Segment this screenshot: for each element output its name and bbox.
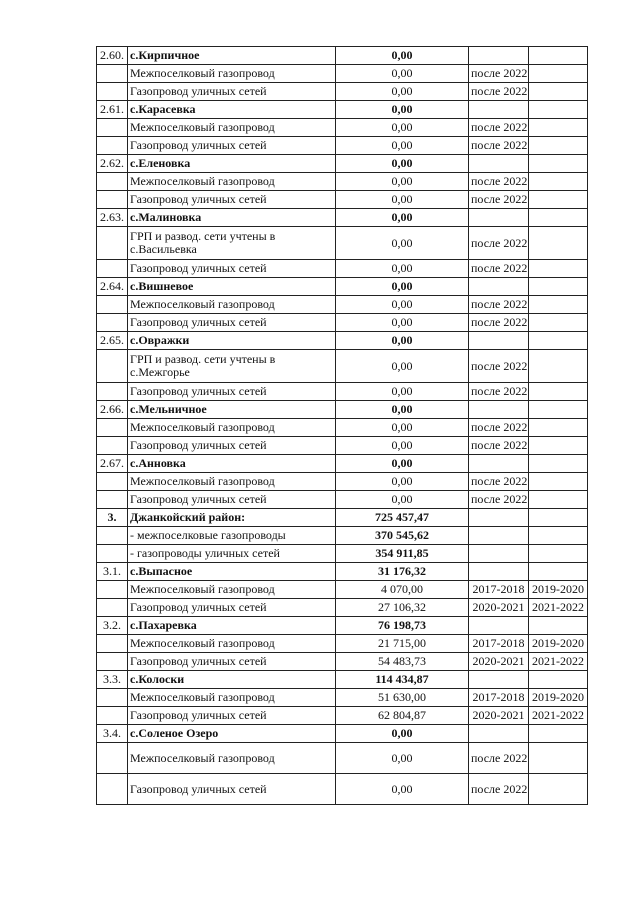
row-number — [97, 173, 128, 191]
row-name: с.Карасевка — [128, 101, 336, 119]
row-period-2 — [529, 671, 588, 689]
row-value: 0,00 — [336, 119, 469, 137]
row-period-1: после 2022 — [469, 65, 529, 83]
row-number — [97, 635, 128, 653]
row-number — [97, 419, 128, 437]
row-value: 27 106,32 — [336, 599, 469, 617]
row-value: 0,00 — [336, 65, 469, 83]
row-number: 2.61. — [97, 101, 128, 119]
row-value: 0,00 — [336, 260, 469, 278]
row-value: 0,00 — [336, 101, 469, 119]
row-name: с.Мельничное — [128, 401, 336, 419]
row-value: 0,00 — [336, 83, 469, 101]
row-period-2 — [529, 383, 588, 401]
table-row — [97, 743, 588, 774]
row-period-2 — [529, 119, 588, 137]
row-period-2 — [529, 65, 588, 83]
row-value: 0,00 — [336, 455, 469, 473]
row-name: с.Вишневое — [128, 278, 336, 296]
row-number — [97, 137, 128, 155]
row-name: Газопровод уличных сетей — [128, 653, 336, 671]
row-period-2 — [529, 437, 588, 455]
row-period-2: 2019-2020 — [529, 581, 588, 599]
row-name: Газопровод уличных сетей — [128, 83, 336, 101]
table-row — [97, 491, 588, 509]
row-name: Газопровод уличных сетей — [128, 383, 336, 401]
row-value: 0,00 — [336, 173, 469, 191]
row-value: 725 457,47 — [336, 509, 469, 527]
row-period-1: после 2022 — [469, 260, 529, 278]
row-name: Газопровод уличных сетей — [128, 137, 336, 155]
row-name: с.Анновка — [128, 455, 336, 473]
row-number: 3.3. — [97, 671, 128, 689]
row-value: 0,00 — [336, 383, 469, 401]
row-period-1: после 2022 — [469, 437, 529, 455]
row-value: 0,00 — [336, 227, 469, 260]
table-row — [97, 581, 588, 599]
row-number — [97, 119, 128, 137]
row-name: Газопровод уличных сетей — [128, 260, 336, 278]
table-row — [97, 419, 588, 437]
settlement-row — [97, 617, 588, 635]
row-period-1: после 2022 — [469, 774, 529, 805]
settlement-row — [97, 101, 588, 119]
row-period-2 — [529, 527, 588, 545]
row-number — [97, 437, 128, 455]
row-period-1: 2020-2021 — [469, 707, 529, 725]
row-name: Межпоселковый газопровод — [128, 635, 336, 653]
row-value: 51 630,00 — [336, 689, 469, 707]
row-period-1: после 2022 — [469, 314, 529, 332]
row-name: - газопроводы уличных сетей — [128, 545, 336, 563]
row-number — [97, 545, 128, 563]
row-period-1: 2017-2018 — [469, 689, 529, 707]
table-row — [97, 599, 588, 617]
row-period-2: 2021-2022 — [529, 599, 588, 617]
row-value: 0,00 — [336, 725, 469, 743]
row-period-1 — [469, 47, 529, 65]
row-name: Газопровод уличных сетей — [128, 314, 336, 332]
row-name: Газопровод уличных сетей — [128, 491, 336, 509]
row-name: Межпоселковый газопровод — [128, 119, 336, 137]
row-name: Межпоселковый газопровод — [128, 296, 336, 314]
table-row — [97, 137, 588, 155]
row-number — [97, 653, 128, 671]
row-number: 2.66. — [97, 401, 128, 419]
row-value: 0,00 — [336, 137, 469, 155]
table-row — [97, 653, 588, 671]
row-period-1: после 2022 — [469, 473, 529, 491]
row-period-2 — [529, 191, 588, 209]
row-period-1 — [469, 545, 529, 563]
row-period-1 — [469, 671, 529, 689]
settlement-row — [97, 209, 588, 227]
row-value: 0,00 — [336, 743, 469, 774]
table-row — [97, 689, 588, 707]
row-number — [97, 473, 128, 491]
row-number — [97, 743, 128, 774]
row-number: 2.64. — [97, 278, 128, 296]
row-period-2 — [529, 155, 588, 173]
row-period-2 — [529, 332, 588, 350]
table-row — [97, 635, 588, 653]
row-period-1: после 2022 — [469, 227, 529, 260]
row-period-1: 2020-2021 — [469, 599, 529, 617]
row-value: 370 545,62 — [336, 527, 469, 545]
row-value: 114 434,87 — [336, 671, 469, 689]
row-number: 3.2. — [97, 617, 128, 635]
table-row — [97, 173, 588, 191]
row-period-1 — [469, 617, 529, 635]
row-name: с.Колоски — [128, 671, 336, 689]
row-name: с.Выпасное — [128, 563, 336, 581]
row-value: 0,00 — [336, 296, 469, 314]
row-period-2 — [529, 83, 588, 101]
row-value: 0,00 — [336, 278, 469, 296]
table-row — [97, 191, 588, 209]
row-number — [97, 774, 128, 805]
row-period-2 — [529, 296, 588, 314]
row-value: 0,00 — [336, 491, 469, 509]
row-period-1 — [469, 332, 529, 350]
table-row — [97, 260, 588, 278]
row-value: 62 804,87 — [336, 707, 469, 725]
row-period-1: после 2022 — [469, 383, 529, 401]
row-period-1: 2017-2018 — [469, 581, 529, 599]
row-number: 2.67. — [97, 455, 128, 473]
row-number — [97, 599, 128, 617]
row-period-2 — [529, 545, 588, 563]
row-name: Межпоселковый газопровод — [128, 473, 336, 491]
table-row — [97, 383, 588, 401]
row-period-2: 2021-2022 — [529, 653, 588, 671]
settlement-row — [97, 155, 588, 173]
row-period-2: 2019-2020 — [529, 689, 588, 707]
row-name: ГРП и развод. сети учтены в с.Васильевка — [128, 227, 336, 260]
row-period-2 — [529, 101, 588, 119]
row-period-1 — [469, 101, 529, 119]
settlement-row — [97, 332, 588, 350]
row-number — [97, 191, 128, 209]
row-number — [97, 707, 128, 725]
row-period-2 — [529, 491, 588, 509]
row-name: Газопровод уличных сетей — [128, 774, 336, 805]
table-row — [97, 437, 588, 455]
row-period-2 — [529, 473, 588, 491]
row-name: с.Соленое Озеро — [128, 725, 336, 743]
row-value: 21 715,00 — [336, 635, 469, 653]
table-row — [97, 227, 588, 260]
table-row — [97, 296, 588, 314]
row-value: 0,00 — [336, 774, 469, 805]
row-value: 0,00 — [336, 47, 469, 65]
row-name: ГРП и развод. сети учтены в с.Межгорье — [128, 350, 336, 383]
row-name: Газопровод уличных сетей — [128, 437, 336, 455]
row-number — [97, 296, 128, 314]
settlement-row — [97, 725, 588, 743]
row-period-2: 2019-2020 — [529, 635, 588, 653]
table-body — [97, 47, 588, 805]
row-value: 0,00 — [336, 437, 469, 455]
settlement-row — [97, 455, 588, 473]
row-number — [97, 527, 128, 545]
row-value: 4 070,00 — [336, 581, 469, 599]
settlement-row — [97, 278, 588, 296]
row-number: 3.4. — [97, 725, 128, 743]
table-row — [97, 350, 588, 383]
row-value: 0,00 — [336, 332, 469, 350]
row-period-1 — [469, 509, 529, 527]
row-period-2 — [529, 509, 588, 527]
row-name: Межпоселковый газопровод — [128, 173, 336, 191]
row-period-1 — [469, 563, 529, 581]
settlement-row — [97, 401, 588, 419]
row-period-1 — [469, 725, 529, 743]
row-name: с.Еленовка — [128, 155, 336, 173]
row-period-2 — [529, 725, 588, 743]
district-row — [97, 509, 588, 527]
row-name: Джанкойский район: — [128, 509, 336, 527]
row-name: с.Пахаревка — [128, 617, 336, 635]
row-name: Межпоселковый газопровод — [128, 689, 336, 707]
row-period-2: 2021-2022 — [529, 707, 588, 725]
row-number — [97, 491, 128, 509]
row-period-1 — [469, 455, 529, 473]
settlement-row — [97, 563, 588, 581]
row-period-1 — [469, 278, 529, 296]
row-period-1: после 2022 — [469, 119, 529, 137]
row-name: Газопровод уличных сетей — [128, 707, 336, 725]
row-number — [97, 689, 128, 707]
row-period-1: после 2022 — [469, 173, 529, 191]
row-period-2 — [529, 563, 588, 581]
row-number: 3. — [97, 509, 128, 527]
row-number: 2.65. — [97, 332, 128, 350]
row-number — [97, 581, 128, 599]
row-period-1: после 2022 — [469, 83, 529, 101]
row-period-1 — [469, 209, 529, 227]
row-period-1: после 2022 — [469, 350, 529, 383]
settlement-row — [97, 47, 588, 65]
row-number — [97, 65, 128, 83]
row-period-1 — [469, 155, 529, 173]
table-row — [97, 707, 588, 725]
row-period-2 — [529, 209, 588, 227]
row-period-1 — [469, 401, 529, 419]
table-row — [97, 65, 588, 83]
row-period-2 — [529, 419, 588, 437]
row-name: Межпоселковый газопровод — [128, 419, 336, 437]
row-name: Межпоселковый газопровод — [128, 743, 336, 774]
row-value: 76 198,73 — [336, 617, 469, 635]
row-period-2 — [529, 227, 588, 260]
row-period-2 — [529, 314, 588, 332]
row-value: 354 911,85 — [336, 545, 469, 563]
row-number: 2.63. — [97, 209, 128, 227]
row-value: 54 483,73 — [336, 653, 469, 671]
row-period-2 — [529, 401, 588, 419]
row-name: Межпоселковый газопровод — [128, 581, 336, 599]
row-number: 3.1. — [97, 563, 128, 581]
row-value: 0,00 — [336, 314, 469, 332]
row-value: 0,00 — [336, 350, 469, 383]
row-number — [97, 260, 128, 278]
row-number — [97, 383, 128, 401]
table-row — [97, 314, 588, 332]
subtotal-row — [97, 527, 588, 545]
settlement-row — [97, 671, 588, 689]
row-period-2 — [529, 455, 588, 473]
row-name: с.Кирпичное — [128, 47, 336, 65]
row-name: с.Малиновка — [128, 209, 336, 227]
row-value: 0,00 — [336, 473, 469, 491]
row-value: 0,00 — [336, 191, 469, 209]
table-row — [97, 774, 588, 805]
row-name: Межпоселковый газопровод — [128, 65, 336, 83]
row-period-1: после 2022 — [469, 296, 529, 314]
row-number — [97, 227, 128, 260]
row-name: Газопровод уличных сетей — [128, 191, 336, 209]
gas-pipeline-table — [96, 46, 588, 805]
row-period-1: после 2022 — [469, 743, 529, 774]
table-row — [97, 83, 588, 101]
row-value: 0,00 — [336, 209, 469, 227]
row-period-2 — [529, 774, 588, 805]
row-number: 2.62. — [97, 155, 128, 173]
row-value: 0,00 — [336, 419, 469, 437]
row-number — [97, 83, 128, 101]
row-period-2 — [529, 260, 588, 278]
table-row — [97, 119, 588, 137]
row-period-2 — [529, 47, 588, 65]
row-value: 31 176,32 — [336, 563, 469, 581]
row-period-1: после 2022 — [469, 419, 529, 437]
subtotal-row — [97, 545, 588, 563]
row-period-2 — [529, 137, 588, 155]
row-period-1: после 2022 — [469, 137, 529, 155]
row-period-1: 2017-2018 — [469, 635, 529, 653]
row-name: Газопровод уличных сетей — [128, 599, 336, 617]
row-number — [97, 350, 128, 383]
row-period-1: после 2022 — [469, 191, 529, 209]
row-period-2 — [529, 173, 588, 191]
row-period-1: после 2022 — [469, 491, 529, 509]
row-name: с.Овражки — [128, 332, 336, 350]
row-name: - межпоселковые газопроводы — [128, 527, 336, 545]
row-period-2 — [529, 350, 588, 383]
row-period-1: 2020-2021 — [469, 653, 529, 671]
row-value: 0,00 — [336, 155, 469, 173]
row-period-2 — [529, 278, 588, 296]
row-period-1 — [469, 527, 529, 545]
row-number — [97, 314, 128, 332]
row-number: 2.60. — [97, 47, 128, 65]
table-row — [97, 473, 588, 491]
row-period-2 — [529, 617, 588, 635]
row-period-2 — [529, 743, 588, 774]
row-value: 0,00 — [336, 401, 469, 419]
